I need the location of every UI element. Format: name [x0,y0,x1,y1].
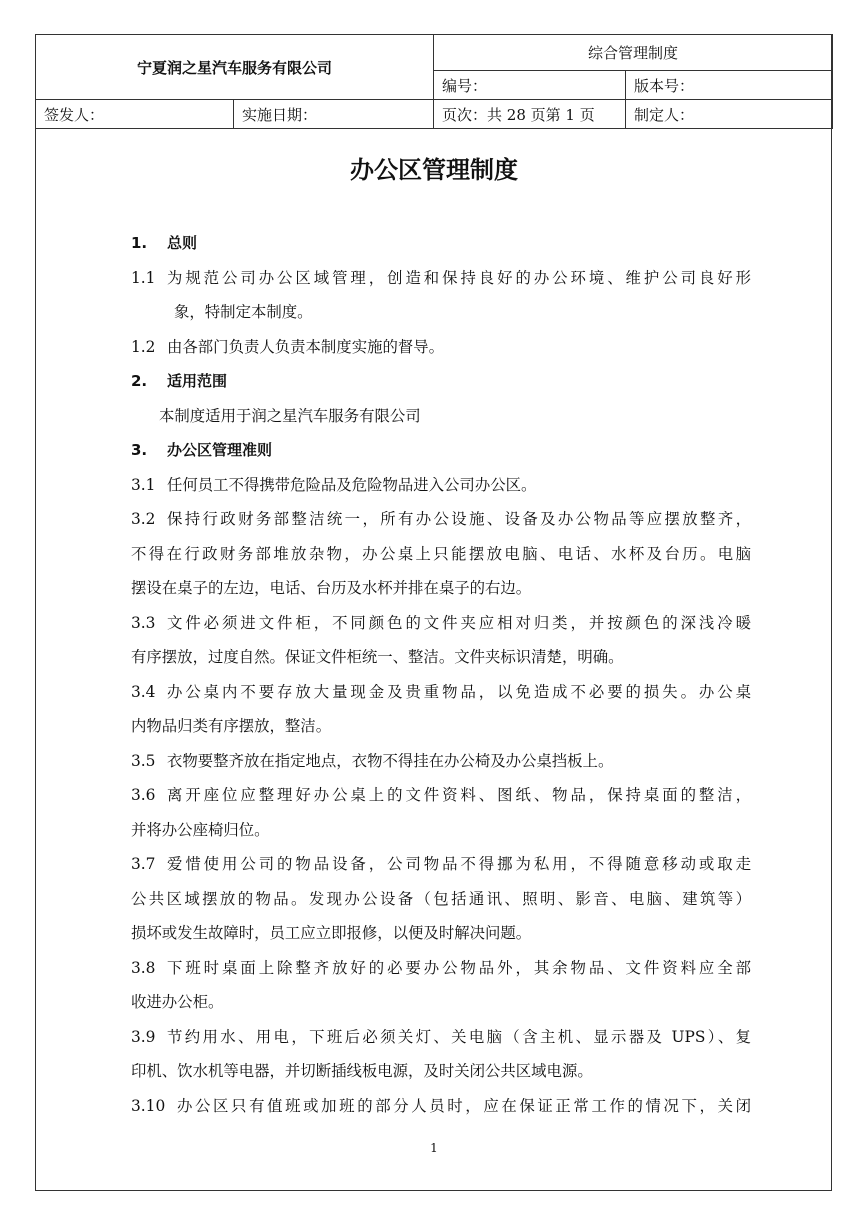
clause-text-continued: 并将办公座椅归位。 [131,820,270,839]
section-title: 总则 [167,234,198,252]
clause-text-continued: 内物品归类有序摆放，整洁。 [131,717,332,735]
clause-text-continued: 有序摆放，过度自然。保证文件柜统一、整洁。文件夹标识清楚，明确。 [131,648,624,666]
clause-text: 由各部门负责人负责本制度实施的督导。 [167,337,445,356]
document-header-table [35,34,833,129]
clause-text-continued: 象，特制定本制度。 [174,303,313,321]
clause-line [131,502,751,537]
clause-text-continued: 公共区域摆放的物品。发现办公设备（包括通讯、照明、影音、电脑、建筑等） [131,889,751,908]
page-info: 页次：共 28 页第 1 页 [434,100,626,129]
section-number: 2. [131,372,148,390]
clause-number: 3.9 [131,1027,156,1046]
clause-number: 3.1 [131,475,156,494]
section-heading [131,364,751,399]
clause-number: 3.2 [131,510,156,528]
clause-number: 1.1 [131,268,156,287]
version-label: 版本号： [626,71,833,100]
clause-text: 文件必须进文件柜，不同颜色的文件夹应相对归类，并按颜色的深浅冷暖 [167,613,751,632]
clause-line [131,1089,751,1124]
clause-number: 3.3 [131,613,156,632]
clause-text: 任何员工不得携带危险品及危险物品进入公司办公区。 [167,475,537,494]
clause-text: 衣物要整齐放在指定地点，衣物不得挂在办公椅及办公桌挡板上。 [167,751,614,770]
clause-text: 为规范公司办公区域管理，创造和保持良好的办公环境、维护公司良好形 [167,268,751,287]
document-title: 办公区管理制度 [350,156,518,184]
number-label: 编号： [434,71,626,100]
clause-line [131,744,751,779]
clause-text: 保持行政财务部整洁统一，所有办公设施、设备及办公物品等应摆放整齐， [167,510,751,528]
clause-text: 下班时桌面上除整齐放好的必要办公物品外，其余物品、文件资料应全部 [167,958,751,977]
clause-number: 3.7 [131,855,156,873]
clause-line [131,606,751,641]
section-title: 适用范围 [167,372,228,390]
clause-text: 离开座位应整理好办公桌上的文件资料、图纸、物品，保持桌面的整洁， [167,786,751,804]
clause-number: 3.4 [131,682,156,701]
clause-line [131,330,751,365]
clause-number: 3.6 [131,786,156,804]
clause-line [131,951,751,986]
clause-text-continued: 收进办公柜。 [131,993,224,1011]
effective-date-label: 实施日期： [234,100,434,129]
clause-number: 3.8 [131,958,156,977]
clause-text: 爱惜使用公司的物品设备，公司物品不得挪为私用，不得随意移动或取走 [167,855,751,873]
clause-line [131,778,751,813]
clause-text: 办公桌内不要存放大量现金及贵重物品，以免造成不必要的损失。办公桌 [167,682,751,701]
clause-number: 3.10 [131,1096,166,1115]
clause-text: 办公区只有值班或加班的部分人员时，应在保证正常工作的情况下，关闭 [177,1096,751,1115]
system-name: 综合管理制度 [434,35,833,71]
clause-number: 3.5 [131,751,156,770]
section-title: 办公区管理准则 [167,441,273,459]
clause-text-continued: 摆设在桌子的左边，电话、台历及水杯并排在桌子的右边。 [131,579,532,597]
clause-text-continued: 印机、饮水机等电器，并切断插线板电源，及时关闭公共区域电源。 [131,1062,593,1080]
issuer-label: 签发人： [36,100,234,129]
page-number: 1 [430,1141,438,1155]
clause-number: 1.2 [131,337,156,356]
clause-line [131,847,751,882]
company-name: 宁夏润之星汽车服务有限公司 [36,35,434,100]
section-number: 1. [131,234,148,252]
document-body [131,226,751,1123]
author-label: 制定人： [626,100,833,129]
section-number: 3. [131,441,148,459]
clause-text: 节约用水、用电，下班后必须关灯、关电脑（含主机、显示器及 UPS）、复 [167,1027,751,1046]
clause-line [131,468,751,503]
clause-line [131,1020,751,1055]
section-heading [131,433,751,468]
clause-text-continued: 不得在行政财务部堆放杂物，办公桌上只能摆放电脑、电话、水杯及台历。电脑 [131,544,751,563]
clause-line [131,261,751,296]
clause-line [131,675,751,710]
section-heading [131,226,751,261]
clause-text-continued: 损坏或发生故障时，员工应立即报修，以便及时解决问题。 [131,924,532,942]
scope-text: 本制度适用于润之星汽车服务有限公司 [159,406,421,425]
